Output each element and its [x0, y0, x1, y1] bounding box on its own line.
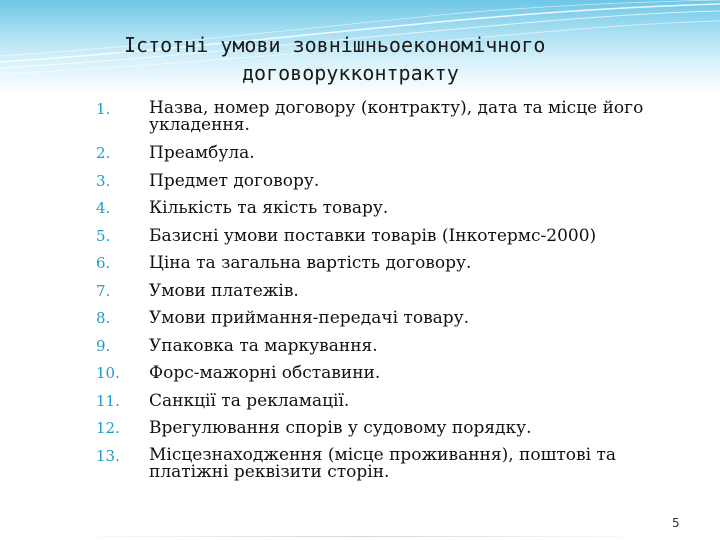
- item-number: 8.: [96, 309, 111, 327]
- item-text: Ціна та загальна вартість договору.: [149, 253, 472, 273]
- slide-title-line-2: договорукконтракту: [242, 61, 459, 85]
- item-number: 5.: [96, 226, 111, 245]
- item-number: 9.: [96, 336, 111, 355]
- list-item: [96, 168, 676, 196]
- list-item: [96, 415, 676, 443]
- bottom-divider: [60, 536, 660, 537]
- item-text: Умови приймання-передачі товару.: [149, 308, 470, 328]
- item-number: 12.: [96, 419, 120, 437]
- list-item: [96, 305, 676, 333]
- conditions-list: [96, 96, 676, 487]
- item-number: 7.: [96, 281, 111, 300]
- item-text: Преамбула.: [149, 143, 255, 163]
- item-text: Санкції та рекламації.: [149, 390, 350, 411]
- item-number: 10.: [96, 364, 120, 382]
- slide-title: [120, 31, 720, 87]
- item-text: Кількість та якість товару.: [149, 198, 389, 218]
- item-number: 13.: [96, 446, 120, 465]
- item-number: 4.: [96, 199, 111, 217]
- item-number: 11.: [96, 391, 120, 410]
- item-text: Місцезнаходження (місце проживання), поштові та платіжні реквізити сторін.: [149, 444, 616, 482]
- list-item: [96, 443, 676, 487]
- item-text: Базисні умови поставки товарів (Інкотермс-2000): [149, 225, 597, 246]
- item-text: Умови платежів.: [149, 280, 299, 301]
- item-number: 6.: [96, 254, 111, 272]
- list-item: [96, 278, 676, 306]
- list-item: [96, 250, 676, 278]
- item-number: 2.: [96, 144, 111, 162]
- item-text: Врегулювання спорів у судовому порядку.: [149, 418, 532, 438]
- list-item: [96, 96, 676, 140]
- item-number: 3.: [96, 171, 111, 190]
- slide-title-line-1: Істотні умови зовнішньоекономічного: [124, 33, 546, 57]
- item-number: 1.: [96, 100, 111, 118]
- page-number: 5: [672, 516, 680, 530]
- list-item: [96, 388, 676, 416]
- item-text: Предмет договору.: [149, 170, 320, 191]
- item-text: Форс-мажорні обставини.: [149, 363, 381, 383]
- list-item: [96, 360, 676, 388]
- list-item: [96, 140, 676, 168]
- item-text: Упаковка та маркування.: [149, 335, 378, 356]
- list-item: [96, 223, 676, 251]
- list-item: [96, 195, 676, 223]
- item-text: Назва, номер договору (контракту), дата та місце його укладення.: [149, 98, 644, 135]
- list-item: [96, 333, 676, 361]
